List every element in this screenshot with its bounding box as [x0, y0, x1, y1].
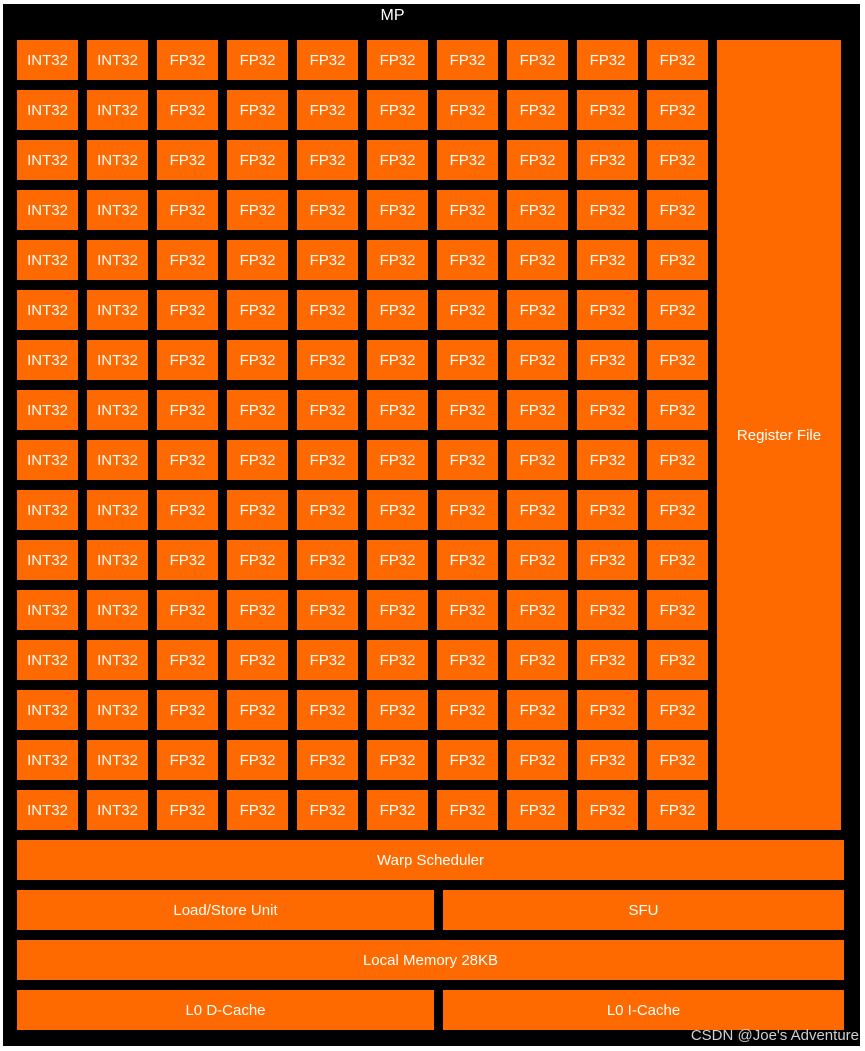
int32-core: INT32 — [87, 490, 148, 530]
fp32-core: FP32 — [367, 440, 428, 480]
fp32-core: FP32 — [577, 540, 638, 580]
fp32-core: FP32 — [297, 340, 358, 380]
int32-core: INT32 — [87, 90, 148, 130]
fp32-core: FP32 — [577, 440, 638, 480]
int32-core: INT32 — [17, 390, 78, 430]
int32-core: INT32 — [17, 240, 78, 280]
fp32-core: FP32 — [367, 40, 428, 80]
fp32-core: FP32 — [157, 240, 218, 280]
fp32-core: FP32 — [367, 490, 428, 530]
fp32-core: FP32 — [297, 640, 358, 680]
fp32-core: FP32 — [647, 440, 708, 480]
fp32-core: FP32 — [577, 190, 638, 230]
fp32-core: FP32 — [647, 40, 708, 80]
fp32-core: FP32 — [297, 540, 358, 580]
fp32-core: FP32 — [577, 690, 638, 730]
fp32-core: FP32 — [157, 90, 218, 130]
register-file-block — [717, 40, 841, 830]
fp32-core: FP32 — [647, 690, 708, 730]
fp32-core: FP32 — [647, 190, 708, 230]
fp32-core: FP32 — [507, 190, 568, 230]
int32-core: INT32 — [17, 490, 78, 530]
int32-core: INT32 — [87, 540, 148, 580]
fp32-core: FP32 — [227, 190, 288, 230]
fp32-core: FP32 — [157, 290, 218, 330]
fp32-core: FP32 — [577, 790, 638, 830]
fp32-core: FP32 — [227, 740, 288, 780]
fp32-core: FP32 — [437, 340, 498, 380]
fp32-core: FP32 — [647, 640, 708, 680]
fp32-core: FP32 — [507, 40, 568, 80]
fp32-core: FP32 — [227, 290, 288, 330]
local-memory-block — [17, 940, 844, 980]
fp32-core: FP32 — [437, 740, 498, 780]
int32-core: INT32 — [17, 40, 78, 80]
fp32-core: FP32 — [157, 40, 218, 80]
int32-core: INT32 — [87, 590, 148, 630]
int32-core: INT32 — [17, 590, 78, 630]
fp32-core: FP32 — [157, 590, 218, 630]
fp32-core: FP32 — [577, 590, 638, 630]
fp32-core: FP32 — [507, 390, 568, 430]
fp32-core: FP32 — [577, 90, 638, 130]
fp32-core: FP32 — [437, 590, 498, 630]
int32-core: INT32 — [17, 640, 78, 680]
fp32-core: FP32 — [367, 640, 428, 680]
fp32-core: FP32 — [647, 540, 708, 580]
fp32-core: FP32 — [297, 140, 358, 180]
int32-core: INT32 — [17, 140, 78, 180]
fp32-core: FP32 — [227, 90, 288, 130]
fp32-core: FP32 — [647, 240, 708, 280]
fp32-core: FP32 — [507, 740, 568, 780]
fp32-core: FP32 — [647, 590, 708, 630]
sfu-block — [443, 890, 844, 930]
fp32-core: FP32 — [437, 40, 498, 80]
l0-icache-label: L0 I-Cache — [606, 1001, 681, 1019]
fp32-core: FP32 — [647, 490, 708, 530]
fp32-core: FP32 — [507, 240, 568, 280]
int32-core: INT32 — [17, 190, 78, 230]
fp32-core: FP32 — [507, 290, 568, 330]
int32-core: INT32 — [87, 290, 148, 330]
fp32-core: FP32 — [297, 90, 358, 130]
fp32-core: FP32 — [647, 740, 708, 780]
fp32-core: FP32 — [297, 290, 358, 330]
fp32-core: FP32 — [437, 640, 498, 680]
fp32-core: FP32 — [157, 790, 218, 830]
fp32-core: FP32 — [297, 740, 358, 780]
fp32-core: FP32 — [367, 190, 428, 230]
fp32-core: FP32 — [577, 640, 638, 680]
fp32-core: FP32 — [227, 640, 288, 680]
fp32-core: FP32 — [367, 690, 428, 730]
int32-core: INT32 — [17, 790, 78, 830]
fp32-core: FP32 — [367, 740, 428, 780]
fp32-core: FP32 — [507, 490, 568, 530]
warp-scheduler-label: Warp Scheduler — [377, 851, 484, 869]
fp32-core: FP32 — [157, 490, 218, 530]
mp-title: MP — [380, 7, 405, 24]
fp32-core: FP32 — [367, 590, 428, 630]
fp32-core: FP32 — [157, 540, 218, 580]
fp32-core: FP32 — [577, 490, 638, 530]
int32-core: INT32 — [87, 740, 148, 780]
fp32-core: FP32 — [437, 390, 498, 430]
l0-dcache-block — [17, 990, 434, 1030]
fp32-core: FP32 — [227, 590, 288, 630]
fp32-core: FP32 — [507, 790, 568, 830]
fp32-core: FP32 — [297, 390, 358, 430]
load-store-unit-label: Load/Store Unit — [173, 901, 278, 919]
int32-core: INT32 — [87, 340, 148, 380]
fp32-core: FP32 — [157, 140, 218, 180]
fp32-core: FP32 — [647, 90, 708, 130]
int32-core: INT32 — [87, 40, 148, 80]
int32-core: INT32 — [17, 540, 78, 580]
fp32-core: FP32 — [647, 790, 708, 830]
fp32-core: FP32 — [437, 190, 498, 230]
fp32-core: FP32 — [297, 490, 358, 530]
watermark: CSDN @Joe's Adventure — [690, 1027, 859, 1044]
int32-core: INT32 — [87, 790, 148, 830]
fp32-core: FP32 — [577, 290, 638, 330]
int32-core: INT32 — [87, 190, 148, 230]
fp32-core: FP32 — [507, 140, 568, 180]
int32-core: INT32 — [17, 290, 78, 330]
fp32-core: FP32 — [157, 640, 218, 680]
fp32-core: FP32 — [157, 690, 218, 730]
fp32-core: FP32 — [157, 190, 218, 230]
fp32-core: FP32 — [227, 790, 288, 830]
fp32-core: FP32 — [367, 340, 428, 380]
fp32-core: FP32 — [157, 340, 218, 380]
fp32-core: FP32 — [297, 440, 358, 480]
fp32-core: FP32 — [507, 340, 568, 380]
fp32-core: FP32 — [437, 540, 498, 580]
fp32-core: FP32 — [577, 40, 638, 80]
fp32-core: FP32 — [297, 790, 358, 830]
local-memory-label: Local Memory 28KB — [362, 951, 499, 969]
fp32-core: FP32 — [227, 390, 288, 430]
fp32-core: FP32 — [437, 90, 498, 130]
int32-core: INT32 — [87, 690, 148, 730]
execution-unit-grid — [17, 40, 708, 830]
fp32-core: FP32 — [507, 690, 568, 730]
fp32-core: FP32 — [367, 290, 428, 330]
fp32-core: FP32 — [367, 140, 428, 180]
fp32-core: FP32 — [227, 440, 288, 480]
fp32-core: FP32 — [297, 690, 358, 730]
fp32-core: FP32 — [577, 740, 638, 780]
fp32-core: FP32 — [437, 440, 498, 480]
int32-core: INT32 — [87, 640, 148, 680]
fp32-core: FP32 — [227, 240, 288, 280]
fp32-core: FP32 — [297, 590, 358, 630]
fp32-core: FP32 — [577, 140, 638, 180]
fp32-core: FP32 — [297, 190, 358, 230]
fp32-core: FP32 — [367, 390, 428, 430]
fp32-core: FP32 — [437, 140, 498, 180]
l0-dcache-label: L0 D-Cache — [185, 1001, 266, 1019]
fp32-core: FP32 — [367, 540, 428, 580]
int32-core: INT32 — [87, 440, 148, 480]
fp32-core: FP32 — [507, 440, 568, 480]
l0-icache-block — [443, 990, 844, 1030]
fp32-core: FP32 — [227, 540, 288, 580]
fp32-core: FP32 — [577, 340, 638, 380]
int32-core: INT32 — [17, 440, 78, 480]
fp32-core: FP32 — [577, 390, 638, 430]
fp32-core: FP32 — [157, 440, 218, 480]
fp32-core: FP32 — [437, 290, 498, 330]
int32-core: INT32 — [87, 240, 148, 280]
warp-scheduler-block — [17, 840, 844, 880]
fp32-core: FP32 — [367, 790, 428, 830]
fp32-core: FP32 — [227, 140, 288, 180]
int32-core: INT32 — [17, 690, 78, 730]
fp32-core: FP32 — [507, 590, 568, 630]
fp32-core: FP32 — [437, 240, 498, 280]
int32-core: INT32 — [17, 90, 78, 130]
fp32-core: FP32 — [297, 240, 358, 280]
fp32-core: FP32 — [647, 290, 708, 330]
fp32-core: FP32 — [227, 690, 288, 730]
fp32-core: FP32 — [647, 390, 708, 430]
sfu-label: SFU — [628, 901, 659, 919]
int32-core: INT32 — [87, 390, 148, 430]
fp32-core: FP32 — [157, 740, 218, 780]
register-file-label: Register File — [736, 426, 822, 444]
fp32-core: FP32 — [507, 540, 568, 580]
fp32-core: FP32 — [157, 390, 218, 430]
load-store-unit-block — [17, 890, 434, 930]
int32-core: INT32 — [17, 740, 78, 780]
fp32-core: FP32 — [367, 90, 428, 130]
fp32-core: FP32 — [227, 340, 288, 380]
fp32-core: FP32 — [577, 240, 638, 280]
fp32-core: FP32 — [647, 140, 708, 180]
fp32-core: FP32 — [647, 340, 708, 380]
fp32-core: FP32 — [297, 40, 358, 80]
fp32-core: FP32 — [437, 790, 498, 830]
fp32-core: FP32 — [507, 640, 568, 680]
int32-core: INT32 — [87, 140, 148, 180]
fp32-core: FP32 — [227, 490, 288, 530]
fp32-core: FP32 — [437, 490, 498, 530]
fp32-core: FP32 — [227, 40, 288, 80]
fp32-core: FP32 — [437, 690, 498, 730]
fp32-core: FP32 — [507, 90, 568, 130]
fp32-core: FP32 — [367, 240, 428, 280]
int32-core: INT32 — [17, 340, 78, 380]
